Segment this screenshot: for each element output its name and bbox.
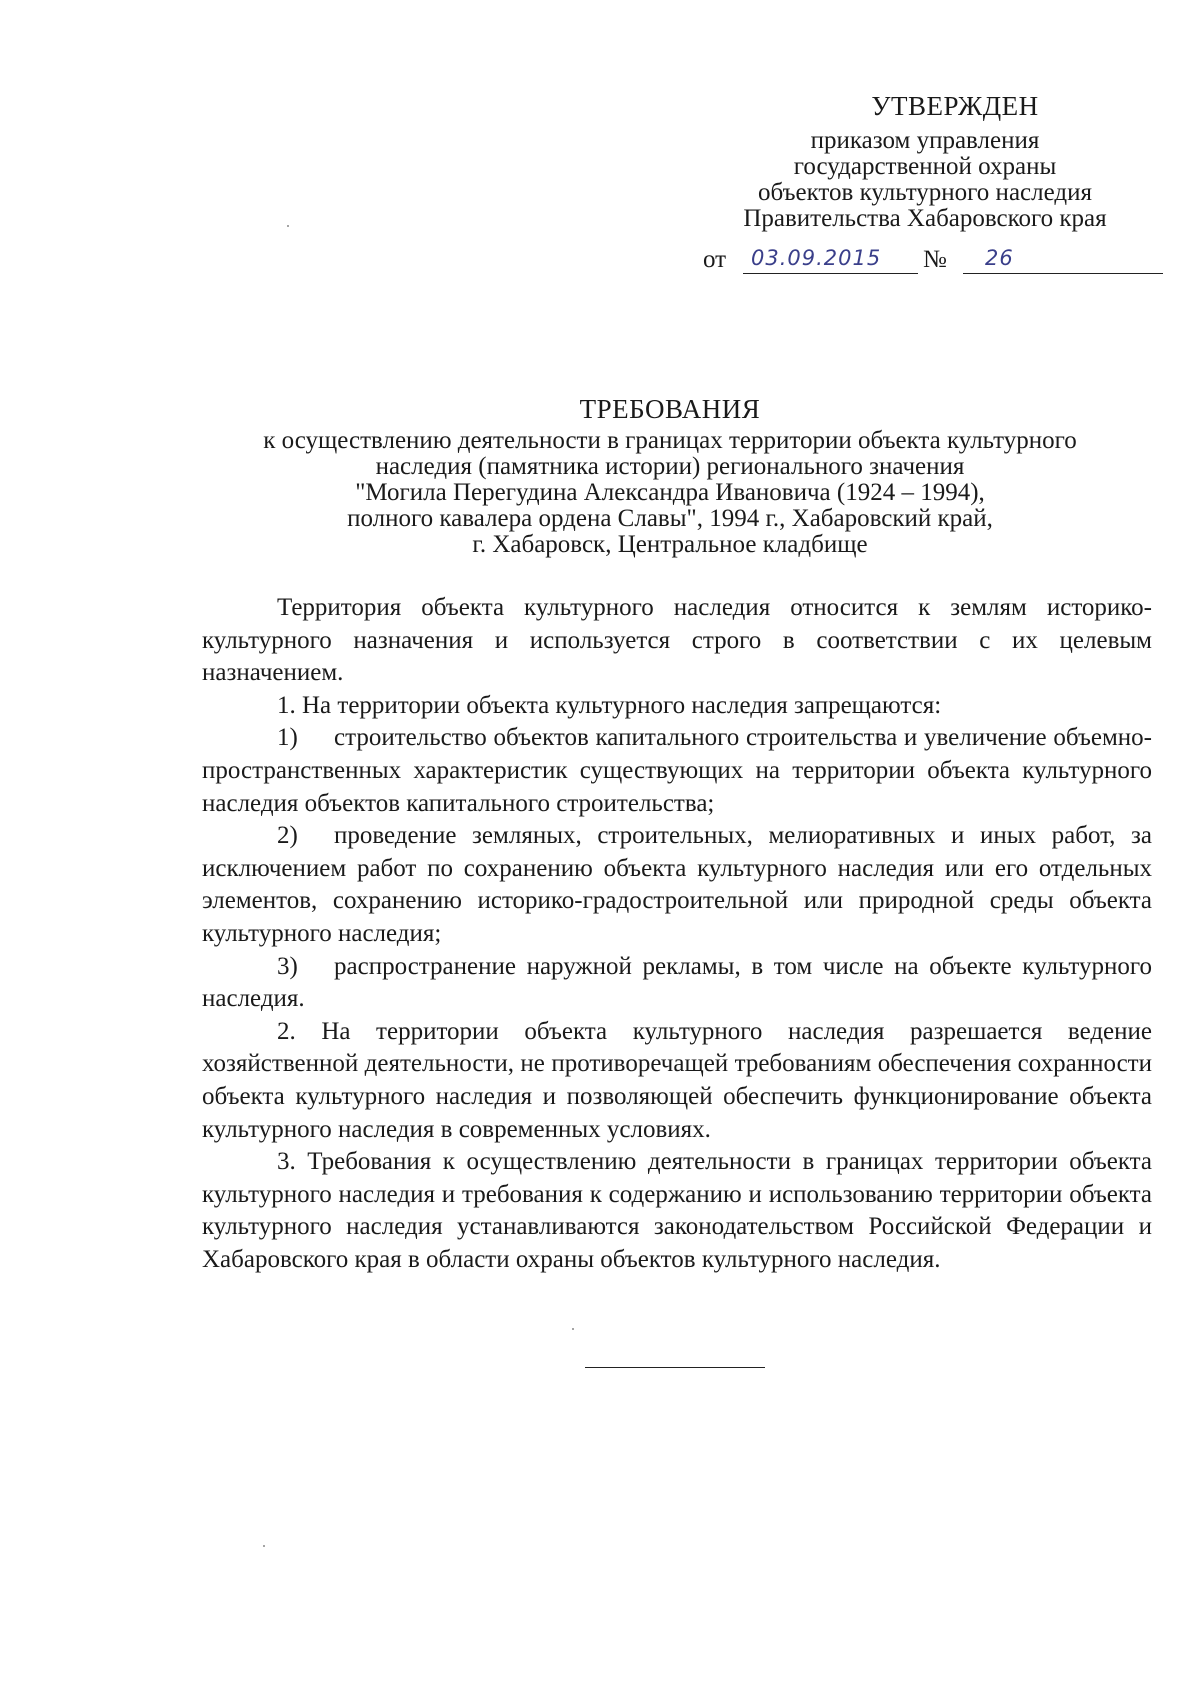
intro-paragraph: Территория объекта культурного наследия относится к землям историко-культурного назначения и используется строго в соответствии с их целевым назначением. [202, 594, 1152, 687]
prohibition-item [202, 722, 1152, 820]
item-text: проведение земляных, строительных, мелиоративных и иных работ, за исключением работ по сохранению объекта культурного наследия или его отдельных элементов, сохранению историко-градостроительной или природной среды объекта культурного наследия; [202, 822, 1152, 947]
subtitle-line: наследия (памятника истории) регионального значения [375, 453, 965, 480]
scan-speck [287, 225, 289, 227]
prohibition-item [202, 951, 1152, 1016]
document-title-block [200, 392, 1140, 558]
item-number: 3) [277, 952, 298, 980]
approval-heading: УТВЕРЖДЕН [871, 91, 1039, 121]
item-text: распространение наружной рекламы, в том числе на объекте культурного наследия. [202, 952, 1152, 1013]
order-reference [703, 244, 1163, 280]
approval-block [690, 88, 1160, 232]
section-3-paragraph: 3. Требования к осуществлению деятельности в границах территории объекта культурного наследия и требования к содержанию и использованию территории объекта культурного наследия устанавливаются законодательством Российской Федерации и Хабаровского края в области охраны объектов культурного наследия. [202, 1148, 1152, 1273]
section-1-title: 1. На территории объекта культурного наследия запрещаются: [277, 691, 942, 719]
subtitle-line: г. Хабаровск, Центральное кладбище [472, 531, 868, 558]
subtitle-line: "Могила Перегудина Александра Ивановича (1924 – 1994), [355, 479, 985, 506]
approval-line: Правительства Хабаровского края [743, 205, 1107, 232]
scan-speck [263, 1545, 265, 1547]
item-text: строительство объектов капитального строительства и увеличение объемно-пространственных характеристик существующих на территории объекта культурного наследия объектов капитального строительства; [202, 724, 1152, 817]
approval-line: приказом управления [810, 127, 1040, 154]
date-label: от [703, 246, 727, 273]
document-body [202, 592, 1152, 1276]
subtitle-line: полного кавалера ордена Славы", 1994 г., Хабаровский край, [347, 505, 993, 532]
handwritten-number: 26 [963, 244, 1163, 274]
handwritten-date: 03.09.2015 [743, 244, 918, 274]
document-subtitle [200, 428, 1140, 558]
end-divider [585, 1367, 765, 1368]
approval-line: объектов культурного наследия [758, 179, 1092, 206]
approval-line: государственной охраны [793, 153, 1057, 180]
document-title: ТРЕБОВАНИЯ [579, 394, 761, 424]
item-number: 1) [277, 724, 298, 752]
number-label: № [923, 246, 947, 273]
section-2-paragraph: 2. На территории объекта культурного наследия разрешается ведение хозяйственной деятельности, не противоречащей требованиям обеспечения сохранности объекта культурного наследия и позволяющей обеспечить функционирование объекта культурного наследия в современных условиях. [202, 1017, 1152, 1143]
scan-speck [572, 1328, 574, 1330]
subtitle-line: к осуществлению деятельности в границах территории объекта культурного [263, 427, 1077, 454]
approval-authority [690, 128, 1160, 232]
prohibition-item [202, 820, 1152, 950]
item-number: 2) [277, 822, 298, 850]
